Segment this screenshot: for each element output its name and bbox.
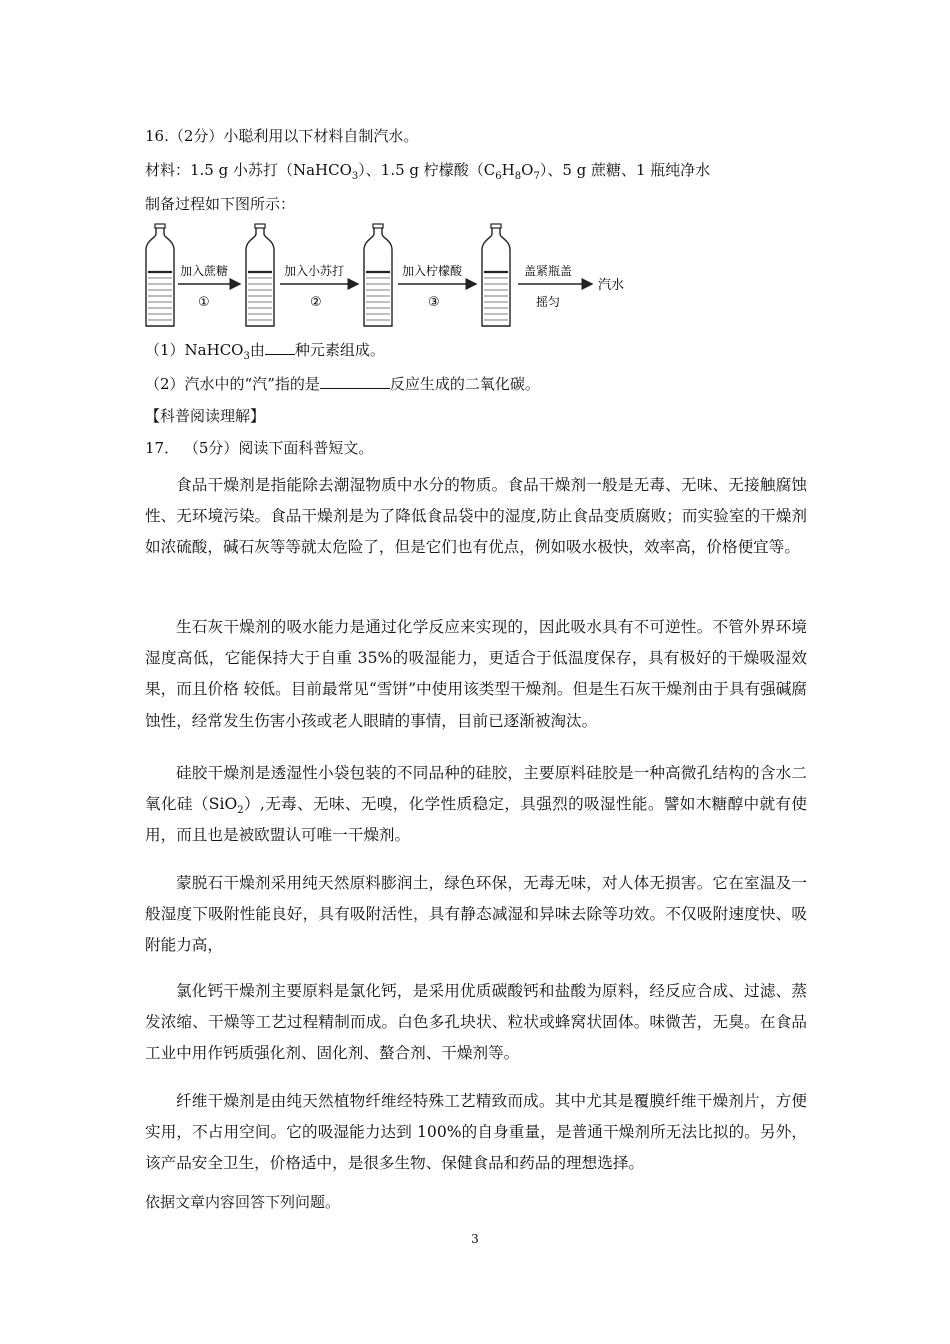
step-3-number: ③ <box>428 295 440 310</box>
paragraph-quicklime-desiccant: 生石灰干燥剂的吸水能力是通过化学反应来实现的，因此吸水具有不可逆性。不管外界环境湿度高低，它能保持大于自重 35%的吸湿能力，更适合于低温度保存，具有极好的干燥吸湿效果，而且价格 较低。目前最常见“雪饼”中使用该类型干燥剂。但是生石灰干燥剂由于具有强碱腐蚀性，经常发生伤害小孩或老人眼睛的事情，目前已逐渐被淘汰。 <box>145 618 807 730</box>
step-2-label: 加入小苏打 <box>284 264 345 278</box>
paragraph-fiber-desiccant: 纤维干燥剂是由纯天然植物纤维经特殊工艺精致而成。其中尤其是覆膜纤维干燥剂片，方便实用，不占用空间。它的吸湿能力达到 100%的自身重量，是普通干燥剂所无法比拟的。另外，该产品安全卫生，价格适中，是很多生物、保健食品和药品的理想选择。 <box>145 1092 807 1173</box>
closing-instruction: 依据文章内容回答下列问题。 <box>145 1193 341 1211</box>
soda-process-diagram <box>140 222 640 332</box>
step-3-label: 加入柠檬酸 <box>402 264 463 278</box>
section-title: 【科普阅读理解】 <box>145 407 266 425</box>
q16-materials: 材料：1.5 g 小苏打（NaHCO$_3$）、1.5 g 柠檬酸$(C_6H_8O_7)$、5 g 蔗糖、1 瓶纯净水 <box>145 161 711 182</box>
bottle-2 <box>246 224 274 326</box>
step-4-label: 盖紧瓶盖 <box>524 264 573 278</box>
paragraph-food-desiccant: 食品干燥剂是指能除去潮湿物质中水分的物质。食品干燥剂一般是无毒、无味、无接触腐蚀性、无环境污染。食品干燥剂是为了降低食品袋中的湿度,防止食品变质腐败；而实验室的干燥剂如浓硫酸，碱石灰等等就太危险了，但是它们也有优点，例如吸水极快，效率高，价格便宜等。 <box>145 476 807 557</box>
result-label: 汽水 <box>598 278 625 293</box>
step-1-label: 加入蔗糖 <box>180 264 229 278</box>
q17-header: 17． （5分）阅读下面科普短文。 <box>145 439 374 457</box>
bottle-4 <box>482 224 510 326</box>
answer-blank-1[interactable] <box>265 338 295 355</box>
step-1-number: ① <box>198 295 210 310</box>
q16-process-intro: 制备过程如下图所示： <box>145 195 296 213</box>
page-number: 3 <box>471 1232 479 1246</box>
bottle-3 <box>364 224 392 326</box>
paragraph-montmorillonite-desiccant: 蒙脱石干燥剂采用纯天然原料膨润土，绿色环保，无毒无味，对人体无损害。它在室温及一般湿度下吸附性能良好，具有吸附活性，具有静态减湿和异味去除等功效。不仅吸附速度快、吸附能力高， <box>145 874 807 955</box>
q16-sub2: （2）汽水中的“汽”指的是 反应生成的二氧化碳。 <box>145 372 540 394</box>
paragraph-silica-gel-desiccant: 硅胶干燥剂是透湿性小袋包装的不同品种的硅胶，主要原料硅胶是一种高微孔结构的含水二氧化硅（SiO$_2$）,无毒、无味、无嗅，化学性质稳定，具强烈的吸湿性能。譬如木糖醇中就有使用，而且也是被欧盟认可唯一干燥剂。 <box>145 764 807 845</box>
step-2-number: ② <box>310 295 322 310</box>
step-4-sublabel: 摇匀 <box>536 295 561 309</box>
paragraph-calcium-chloride-desiccant: 氯化钙干燥剂主要原料是氯化钙，是采用优质碳酸钙和盐酸为原料，经反应合成、过滤、蒸发浓缩、干燥等工艺过程精制而成。白色多孔块状、粒状或蜂窝状固体。味微苦，无臭。在食品工业中用作钙质强化剂、固化剂、螯合剂、干燥剂等。 <box>145 982 807 1063</box>
q16-header: 16.（2分）小聪利用以下材料自制汽水。 <box>145 127 419 145</box>
bottle-1 <box>146 224 174 326</box>
answer-blank-2[interactable] <box>320 372 390 389</box>
q16-sub1: （1）NaHCO$_3$由 种元素组成。 <box>145 338 385 360</box>
